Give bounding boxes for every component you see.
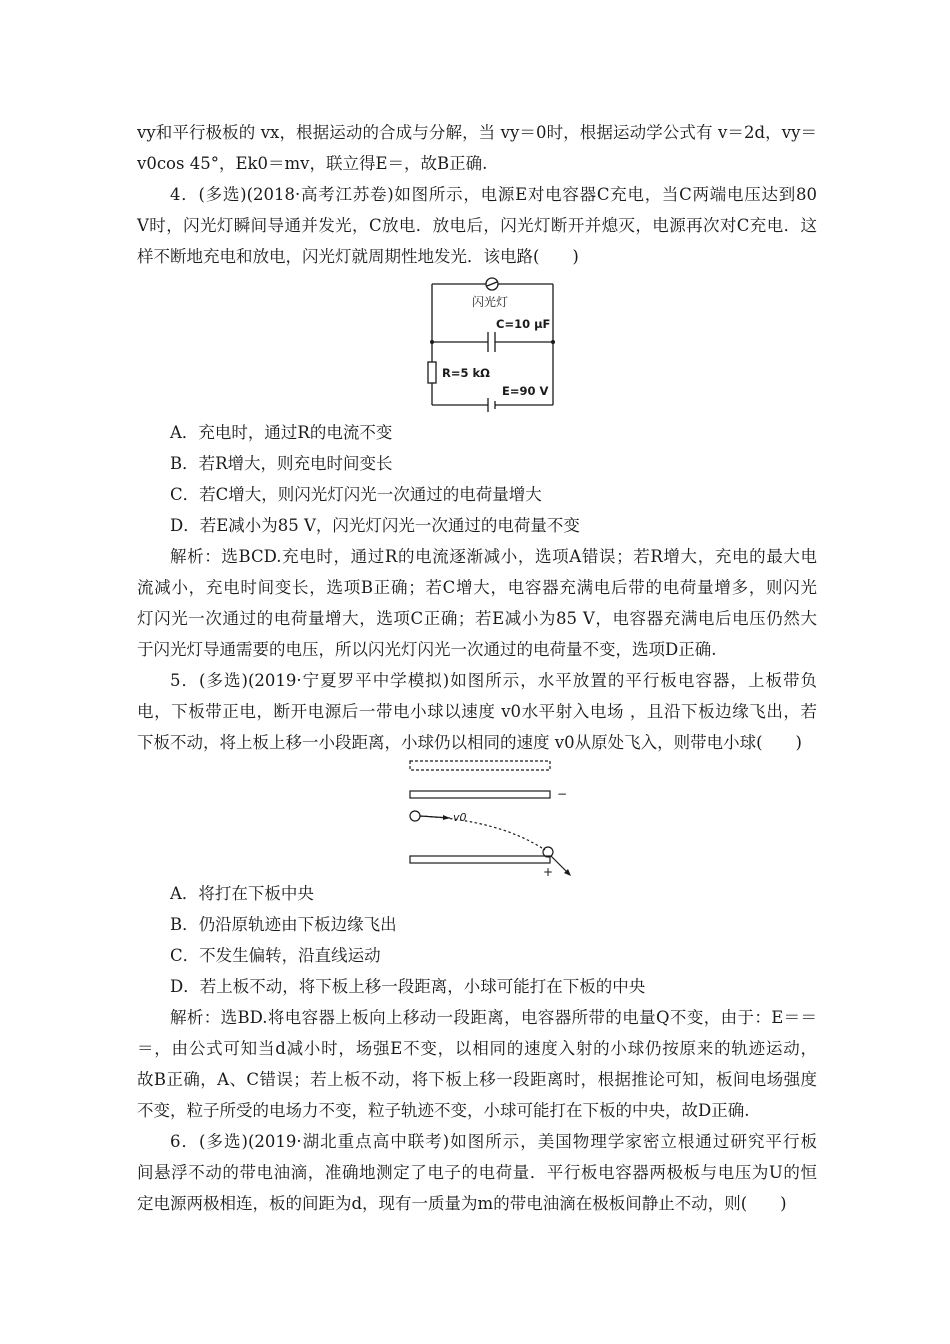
lamp-label: 闪光灯	[472, 295, 509, 309]
q5-analysis-line-4: 不变，粒子所受的电场力不变，粒子轨迹不变，小球可能打在下板的中央，故D正确.	[137, 1101, 750, 1120]
q4-analysis-line-1: 解析：选BCD.充电时，通过R的电流逐渐减小，选项A错误；若R增大，充电的最大电	[170, 547, 817, 566]
q4-stem-line-3: 样不断地充电和放电，闪光灯就周期性地发光．该电路( )	[137, 247, 579, 266]
q5-stem-line-3: 下板不动，将上板上移一小段距离，小球仍以相同的速度 v0从原处飞入，则带电小球( )	[137, 733, 802, 752]
resistor-label: R=5 kΩ	[442, 366, 490, 380]
moved-upper-plate	[410, 761, 550, 770]
q5-analysis-line-2: ＝，由公式可知当d减小时，场强E不变，以相同的速度入射的小球仍按原来的轨迹运动，	[137, 1039, 817, 1058]
q5-stem-line-1: 5．(多选)(2019·宁夏罗平中学模拟)如图所示，水平放置的平行板电容器，上板带负	[170, 671, 817, 690]
q6-stem-line-3: 定电源两极相连，板的间距为d，现有一质量为m的带电油滴在极板间静止不动，则( )	[137, 1194, 787, 1213]
trajectory	[420, 816, 545, 850]
q6-stem-line-2: 间悬浮不动的带电油滴，准确地测定了电子的电荷量．平行板电容器两极板与电压为U的恒	[137, 1163, 817, 1182]
upper-plate	[410, 791, 550, 798]
q5-analysis-line-3: 故B正确，A、C错误；若上板不动，将下板上移一段距离时，根据推论可知，板间电场强度	[137, 1070, 817, 1089]
q5-capacitor-diagram	[405, 758, 585, 883]
minus-label: −	[557, 787, 568, 801]
q4-analysis-line-2: 流减小，充电时间变长，选项B正确；若C增大，电容器充满电后带的电荷量增多，则闪光	[137, 578, 817, 597]
intro-line-1: vy和平行极板的 vx，根据运动的合成与分解，当 vy＝0时，根据运动学公式有 v＝2d，vy＝	[137, 123, 817, 142]
q6-stem-line-1: 6．(多选)(2019·湖北重点高中联考)如图所示，美国物理学家密立根通过研究平行板	[170, 1132, 817, 1151]
source-label: E=90 V	[502, 384, 549, 398]
q5-option-c: C．不发生偏转，沿直线运动	[170, 946, 381, 965]
q4-option-c: C．若C增大，则闪光灯闪光一次通过的电荷量增大	[170, 485, 542, 504]
q4-analysis-line-3: 灯闪光一次通过的电荷量增大，选项C正确；若E减小为85 V，电容器充满电后电压仍然大	[137, 609, 817, 628]
q4-option-d: D．若E减小为85 V，闪光灯闪光一次通过的电荷量不变	[170, 516, 580, 535]
q5-option-d: D．若上板不动，将下板上移一段距离，小球可能打在下板的中央	[170, 977, 646, 996]
q4-analysis-line-4: 于闪光灯导通需要的电压，所以闪光灯闪光一次通过的电荷量不变，选项D正确.	[137, 640, 717, 659]
intro-line-2: v0cos 45°，Ek0＝mv，联立得E＝，故B正确.	[137, 154, 488, 173]
q4-stem-line-2: V时，闪光灯瞬间导通并发光，C放电．放电后，闪光灯断开并熄灭，电源再次对C充电．这	[137, 216, 817, 235]
ball-start	[410, 811, 420, 821]
plus-label: +	[543, 865, 554, 879]
q4-option-a: A．充电时，通过R的电流不变	[170, 423, 393, 442]
lower-plate	[410, 856, 550, 863]
capacitor-label: C=10 μF	[496, 317, 551, 331]
resistor-icon	[428, 362, 436, 383]
q5-option-b: B．仍沿原轨迹由下板边缘飞出	[170, 915, 397, 934]
q4-option-b: B．若R增大，则充电时间变长	[170, 454, 393, 473]
q5-stem-line-2: 电，下板带正电，断开电源后一带电小球以速度 v0水平射入电场 ，且沿下板边缘飞出，若	[137, 702, 817, 721]
velocity-label: v0	[453, 811, 467, 824]
q4-circuit-diagram	[420, 274, 570, 414]
q5-option-a: A．将打在下板中央	[170, 884, 314, 903]
q5-analysis-line-1: 解析：选BD.将电容器上板向上移动一段距离，电容器所带的电量Q不变，由于：E＝＝	[170, 1008, 817, 1027]
q4-stem-line-1: 4．(多选)(2018·高考江苏卷)如图所示，电源E对电容器C充电，当C两端电压达到80	[170, 185, 817, 204]
